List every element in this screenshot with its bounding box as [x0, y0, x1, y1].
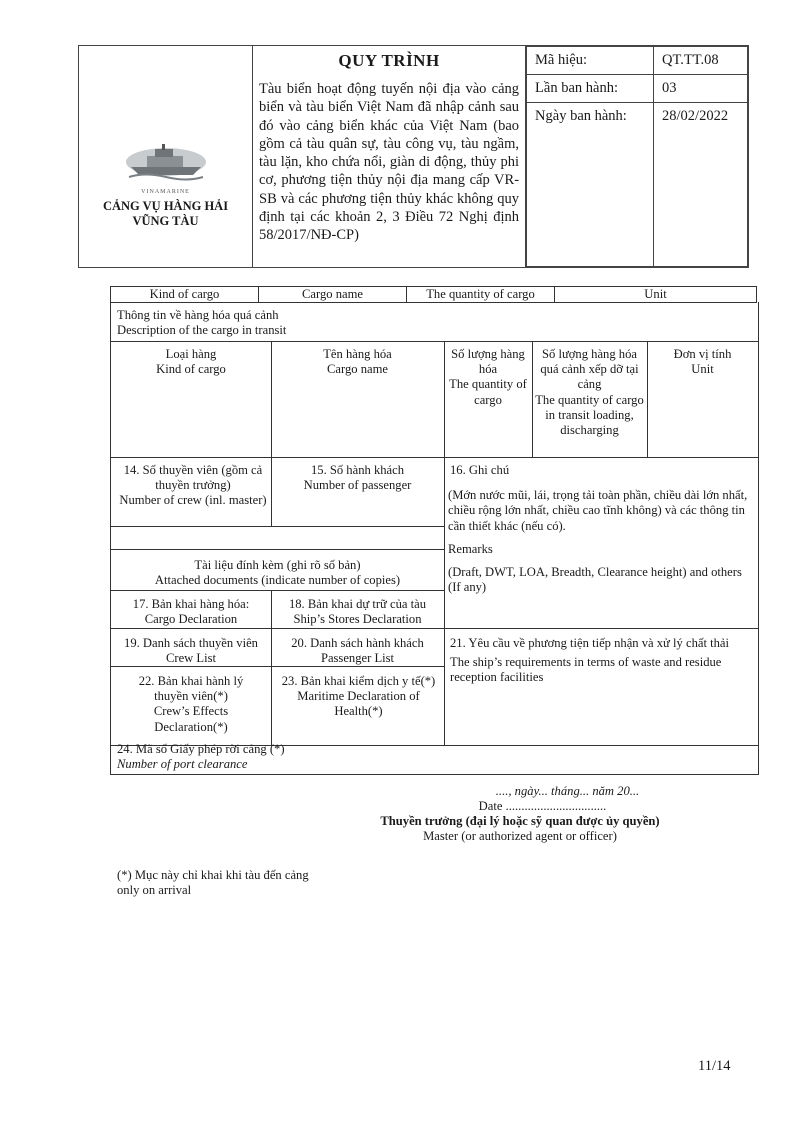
divider [271, 590, 272, 745]
ship-logo-icon [125, 142, 207, 182]
vinamarine-wordmark: VINAMARINE [141, 189, 190, 195]
divider [271, 457, 272, 526]
signature-block [355, 784, 685, 844]
divider [111, 549, 444, 550]
divider [532, 341, 533, 457]
maritime-health-declaration-field[interactable]: 23. Bản khai kiểm dịch y tế(*) Maritime Declaration of Health(*) [281, 674, 436, 719]
date-label: Ngày ban hành: [527, 103, 654, 267]
issue-value: 03 [654, 75, 748, 103]
date-line-en[interactable]: Date ................................ [478, 799, 607, 813]
divider [444, 341, 445, 457]
notes-field[interactable]: 16. Ghi chú (Mớn nước mũi, lái, trọng tải toàn phần, chiều dài lớn nhất, chiều rộng lớn nhất, chiều cao tĩnh không) và các thông tin cần thiết khác (nếu có). Remarks (Draft, DWT, LOA, Breadth, Clearance height) and others (If any) [448, 463, 748, 595]
code-label: Mã hiệu: [527, 47, 654, 75]
attached-documents-title: Tài liệu đính kèm (ghi rõ số bản) Attached documents (indicate number of copies) [154, 558, 401, 588]
date-line-vi: ...., ngày... tháng... năm 20... [495, 784, 640, 798]
crew-count-field[interactable]: 14. Số thuyền viên (gồm cả thuyền trưởng) Number of crew (inl. master) [119, 463, 267, 508]
transit-title: Thông tin về hàng hóa quá cảnh Description of the cargo in transit [117, 308, 287, 338]
port-clearance-field[interactable]: 24. Mã số Giấy phép rời cảng (*) Number of port clearance [117, 742, 285, 772]
divider [111, 666, 444, 667]
divider [111, 526, 444, 527]
cargo-header-cell: Cargo name [259, 287, 407, 303]
organization-name: CẢNG VỤ HÀNG HẢI VŨNG TÀU [102, 199, 229, 228]
organization-block [79, 46, 253, 268]
divider [647, 341, 648, 457]
passenger-count-field[interactable]: 15. Số hành khách Number of passenger [303, 463, 412, 493]
cargo-header-cell: Unit [555, 287, 757, 303]
transit-col-transit-quantity: Số lượng hàng hóa quá cảnh xếp dỡ tại cảng The quantity of cargo in transit loading, discharging [535, 347, 644, 438]
page-number: 11/14 [698, 1058, 731, 1074]
divider [444, 457, 445, 745]
cargo-header-cell: The quantity of cargo [407, 287, 555, 303]
document-meta [526, 46, 749, 268]
cargo-declaration-field[interactable]: 17. Bản khai hàng hóa: Cargo Declaration [132, 597, 250, 627]
transit-col-kind: Loại hàng Kind of cargo [156, 347, 226, 377]
transit-col-quantity: Số lượng hàng hóa The quantity of cargo [449, 347, 527, 407]
main-form [110, 302, 759, 775]
document-header [78, 45, 749, 268]
divider [111, 628, 758, 629]
issue-label: Lần ban hành: [527, 75, 654, 103]
document-description: Tàu biển hoạt động tuyến nội địa vào cảng biển và tàu biển Việt Nam đã nhập cảnh sau đó vào cảng biển khác của Việt Nam (bao gồm cả tàu quân sự, tàu công vụ, tàu ngầm, tàu lặn, kho chứa nổi, giàn di động, thủy phi cơ, phương tiện thủy nội địa mang cấp VR-SB và các phương tiện thủy khác không quy định tại các khoản 2, 3 Điều 72 Nghị định 58/2017/NĐ-CP) [259, 81, 520, 244]
date-value: 28/02/2022 [654, 103, 748, 267]
title-block [253, 46, 526, 268]
divider [111, 590, 444, 591]
master-title: Thuyền trưởng (đại lý hoặc sỹ quan được ủy quyền) [380, 814, 660, 828]
master-title-en: Master (or authorized agent or officer) [423, 829, 617, 843]
cargo-header-cell: Kind of cargo [111, 287, 259, 303]
transit-col-unit: Đơn vị tính Unit [673, 347, 732, 377]
document-title: QUY TRÌNH [338, 51, 440, 70]
passenger-list-field[interactable]: 20. Danh sách hành khách Passenger List [291, 636, 424, 666]
ships-stores-declaration-field[interactable]: 18. Bản khai dự trữ của tàu Ship’s Stores Declaration [288, 597, 427, 627]
crew-effects-declaration-field[interactable]: 22. Bản khai hành lý thuyền viên(*) Crew’s Effects Declaration(*) [138, 674, 244, 734]
divider [271, 341, 272, 457]
footnote: (*) Mục này chỉ khai khi tàu đến cảng only on arrival [117, 868, 309, 898]
code-value: QT.TT.08 [654, 47, 748, 75]
divider [111, 457, 758, 458]
divider [111, 341, 758, 342]
waste-reception-field[interactable]: 21. Yêu cầu về phương tiện tiếp nhận và xử lý chất thải The ship’s requirements in terms of waste and residue reception facilities [450, 636, 729, 685]
transit-col-name: Tên hàng hóa Cargo name [323, 347, 392, 377]
crew-list-field[interactable]: 19. Danh sách thuyền viên Crew List [124, 636, 258, 666]
cargo-header-row [110, 286, 757, 303]
